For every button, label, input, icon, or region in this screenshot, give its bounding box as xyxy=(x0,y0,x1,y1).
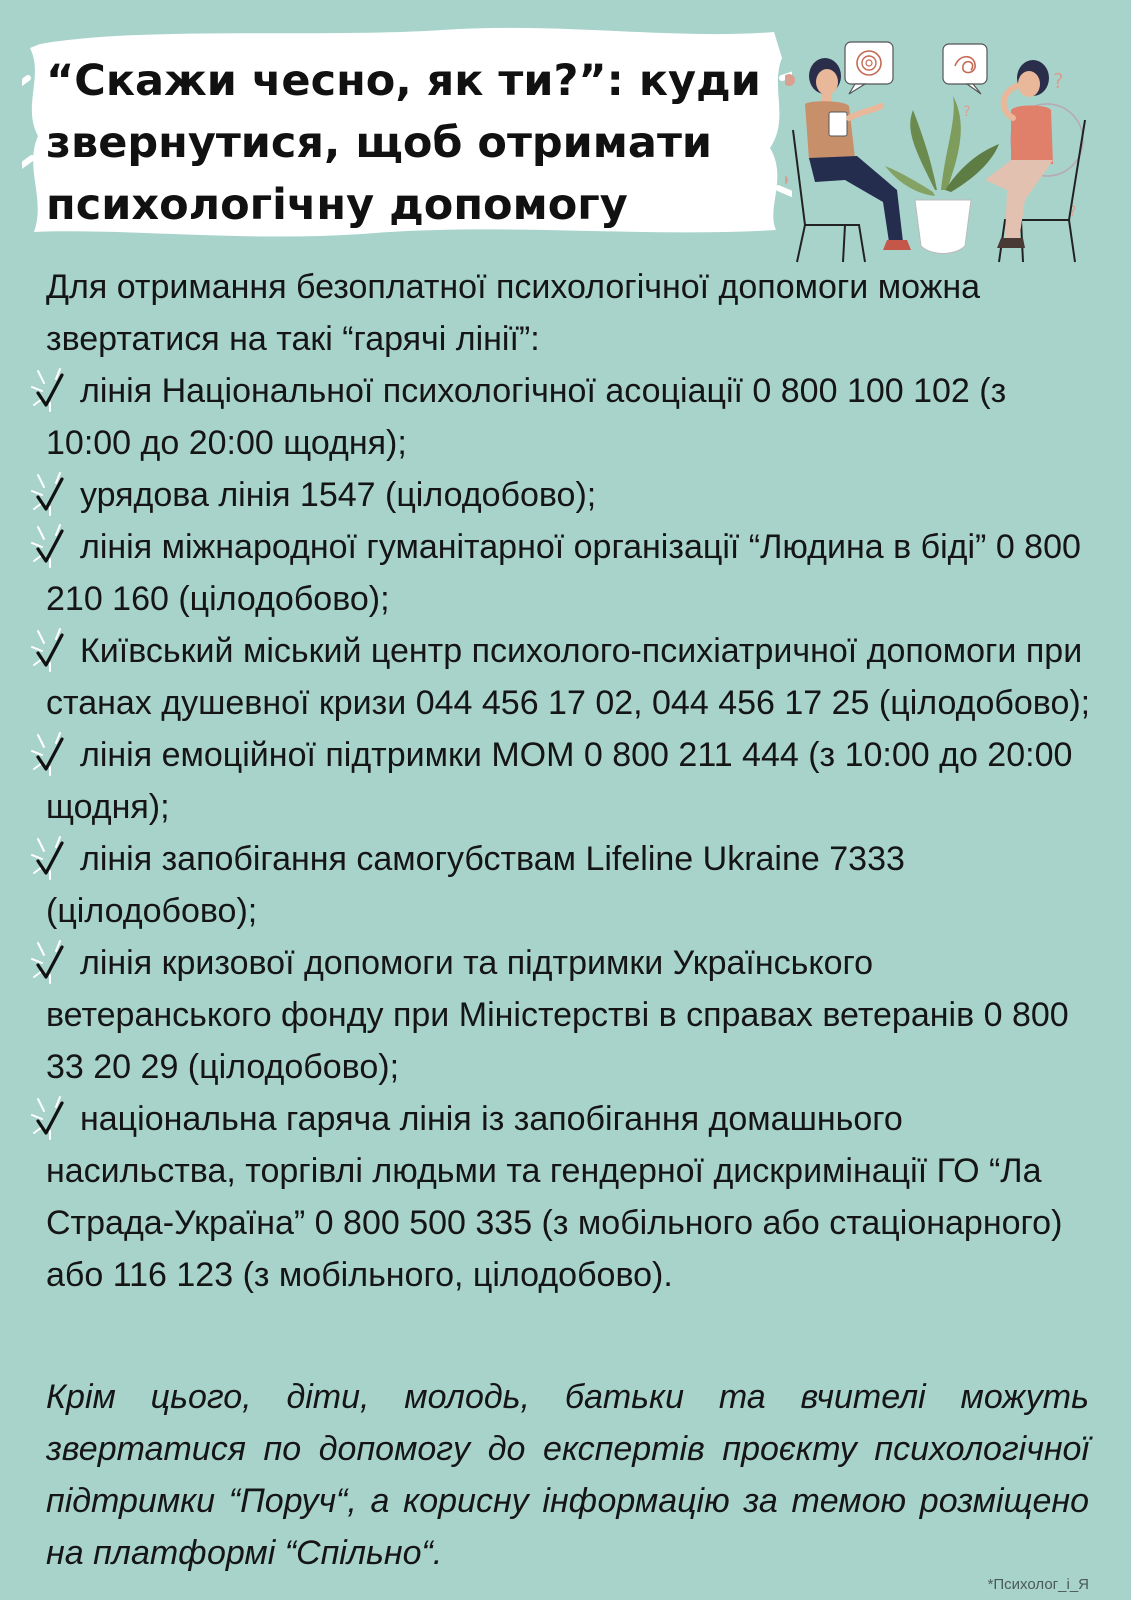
credit-text: *Психолог_і_Я xyxy=(987,1576,1089,1593)
svg-text:?: ? xyxy=(1069,204,1077,220)
hotline-item xyxy=(46,625,1096,729)
hotline-item xyxy=(46,833,1096,937)
two-people-talking-illustration xyxy=(785,40,1115,270)
hotline-item xyxy=(46,1093,1096,1301)
hotline-text: урядова лінія 1547 (цілодобово); xyxy=(80,476,597,514)
closing-paragraph: Крім цього, діти, молодь, батьки та вчителі можуть звертатися по допомогу до експертів проєкту психологічної підтримки “Поруч“, а корисну інформацію за темою розміщено на платформі “Спільно“. xyxy=(46,1378,1089,1572)
hotline-text: лінія емоційної підтримки МОМ 0 800 211 444 (з 10:00 до 20:00 щодня); xyxy=(46,736,1073,826)
hotline-item xyxy=(46,469,1096,521)
hotline-item xyxy=(46,365,1096,469)
hotline-item xyxy=(46,729,1096,833)
speech-bubble-icon xyxy=(943,44,987,94)
hotline-text: лінія кризової допомоги та підтримки Українського ветеранського фонду при Міністерстві в справах ветеранів 0 800 33 20 29 (цілодобово); xyxy=(46,944,1069,1086)
page-title: “Скажи чесно, як ти?”: куди звернутися, щоб отримати психологічну допомогу xyxy=(46,56,761,230)
main-content xyxy=(46,261,1096,1301)
hotline-text: лінія запобігання самогубствам Lifeline Ukraine 7333 (цілодобово); xyxy=(46,840,905,930)
check-icon xyxy=(30,365,78,417)
intro-paragraph: Для отримання безоплатної психологічної допомоги можна звертатися на такі “гарячі лінії”: xyxy=(46,268,981,358)
check-icon xyxy=(30,521,78,573)
hotline-item xyxy=(46,521,1096,625)
check-icon xyxy=(30,937,78,989)
hotline-text: Київський міський центр психолого-психіатричної допомоги при станах душевної кризи 044 456 17 02, 044 456 17 25 (цілодобово); xyxy=(46,632,1091,722)
hotline-text: лінія Національної психологічної асоціації 0 800 100 102 (з 10:00 до 20:00 щодня); xyxy=(46,372,1007,462)
check-icon xyxy=(30,833,78,885)
check-icon xyxy=(30,1093,78,1145)
title-banner xyxy=(22,18,792,240)
hotline-text: національна гаряча лінія із запобігання домашнього насильства, торгівлі людьми та гендерної дискримінації ГО “Ла Страда-Україна” 0 800 500 335 (з мобільного або стаціонарного) або 116 123 (з мобільного, цілодобово). xyxy=(46,1100,1063,1294)
hotline-list xyxy=(46,365,1096,1301)
check-icon xyxy=(30,469,78,521)
speech-bubble-icon xyxy=(845,42,893,94)
svg-text:?: ? xyxy=(963,104,971,120)
check-icon xyxy=(30,625,78,677)
hotline-text: лінія міжнародної гуманітарної організації “Людина в біді” 0 800 210 160 (цілодобово); xyxy=(46,528,1081,618)
svg-text:?: ? xyxy=(1053,69,1064,93)
hotline-item xyxy=(46,937,1096,1093)
check-icon xyxy=(30,729,78,781)
